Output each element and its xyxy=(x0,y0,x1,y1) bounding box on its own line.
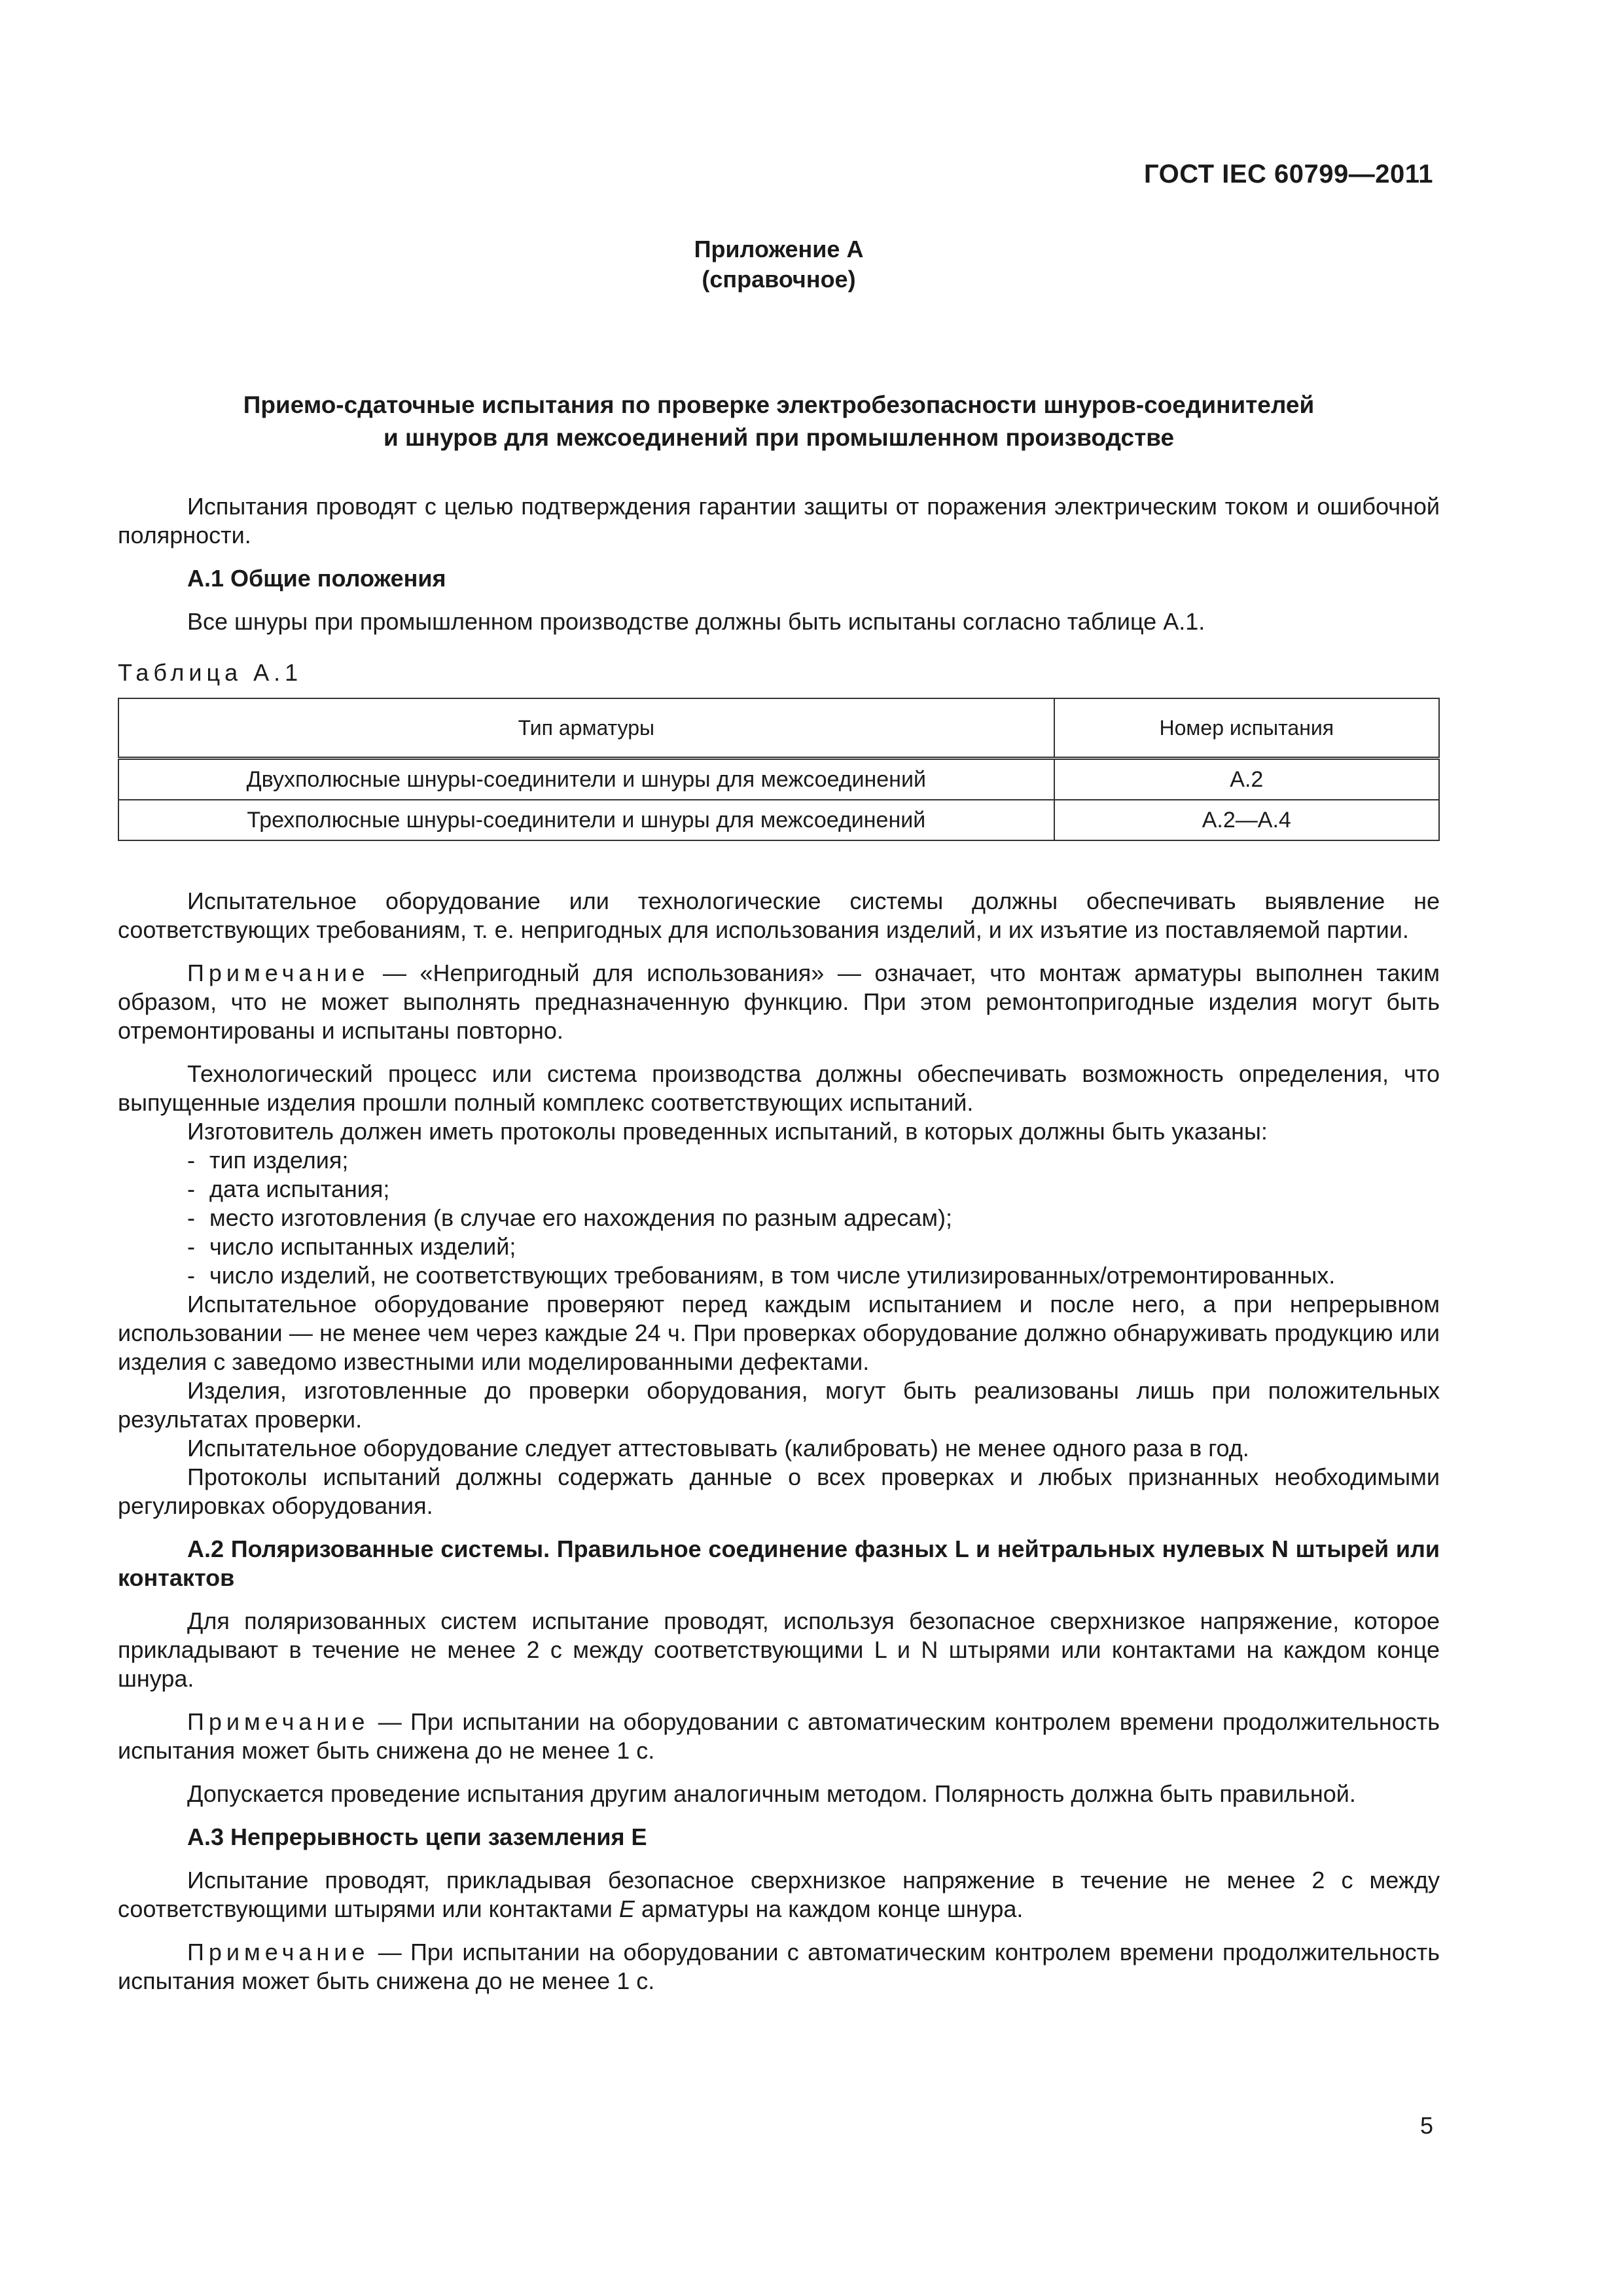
document-body xyxy=(118,492,1440,1996)
list-item-text: число испытанных изделий; xyxy=(209,1233,516,1260)
products-paragraph: Изделия, изготовленные до проверки оборудования, могут быть реализованы лишь при положительных результатах проверки. xyxy=(118,1377,1440,1433)
list-item-text: тип изделия; xyxy=(209,1147,349,1174)
page-number: 5 xyxy=(1419,2112,1433,2139)
section-a1-heading: А.1 Общие положения xyxy=(187,565,446,592)
section-a2-paragraph: Для поляризованных систем испытание проводят, используя безопасное сверхнизкое напряжение, которое прикладывают в течение не менее 2 с между соответствующими L и N штырями или контактами на каждом конце шнура. xyxy=(118,1607,1440,1692)
table-header-row xyxy=(118,698,1439,759)
main-title-line-1: Приемо-сдаточные испытания по проверке электробезопасности шнуров-соединителей xyxy=(243,391,1315,418)
list-item-text: число изделий, не соответствующих требованиям, в том числе утилизированных/отремонтированных. xyxy=(209,1262,1336,1289)
table-caption-number: А.1 xyxy=(242,659,303,686)
section-a2-note xyxy=(118,1708,1440,1765)
list-item-text: дата испытания; xyxy=(209,1175,390,1202)
section-a2-heading: А.2 Поляризованные системы. Правильное соединение фазных L и нейтральных нулевых N штырей или контактов xyxy=(118,1535,1440,1591)
equipment-check-paragraph: Испытательное оборудование проверяют перед каждым испытанием и после него, а при непрерывном использовании — не менее чем через каждые 24 ч. При проверках оборудование должно обнаруживать продукцию или изделия с заведомо известными или моделированными дефектами. xyxy=(118,1291,1440,1375)
list-dash: - xyxy=(187,1262,195,1289)
list-dash: - xyxy=(187,1175,195,1202)
table-row xyxy=(118,759,1439,800)
table-header-test-number: Номер испытания xyxy=(1054,698,1439,759)
list-dash: - xyxy=(187,1204,195,1231)
annex-title: Приложение А xyxy=(694,236,864,262)
list-dash: - xyxy=(187,1147,195,1174)
note-label: Примечание xyxy=(187,1939,370,1965)
main-title-line-2: и шнуров для межсоединений при промышленном производстве xyxy=(383,424,1175,451)
note-text: — «Непригодный для использования» — означает, что монтаж арматуры выполнен таким образом, что не может выполнять предназначенную функцию. При этом ремонтопригодные изделия могут быть отремонтированы и испытаны повторно. xyxy=(118,960,1440,1044)
process-paragraph: Технологический процесс или система производства должны обеспечивать возможность определения, что выпущенные изделия прошли полный комплекс соответствующих испытаний. xyxy=(118,1060,1440,1116)
section-a2-paragraph-2: Допускается проведение испытания другим аналогичным методом. Полярность должна быть правильной. xyxy=(187,1780,1356,1807)
table-row xyxy=(118,800,1439,840)
table-cell-type: Двухполюсные шнуры-соединители и шнуры для межсоединений xyxy=(118,759,1054,800)
table-header-type: Тип арматуры xyxy=(118,698,1054,759)
note-text: — При испытании на оборудовании с автоматическим контролем времени продолжительность испытания может быть снижена до не менее 1 с. xyxy=(118,1939,1440,1994)
table-cell-type: Трехполюсные шнуры-соединители и шнуры для межсоединений xyxy=(118,800,1054,840)
annex-heading xyxy=(0,234,1558,295)
list-item xyxy=(118,1261,1440,1290)
equipment-paragraph: Испытательное оборудование или технологические системы должны обеспечивать выявление не соответствующих требованиям, т. е. непригодных для использования изделий, и их изъятие из поставляемой партии. xyxy=(118,888,1440,943)
list-item xyxy=(118,1146,1440,1175)
protocols-intro-paragraph: Изготовитель должен иметь протоколы проведенных испытаний, в которых должны быть указаны: xyxy=(187,1118,1268,1145)
section-a3-contact-symbol: Е xyxy=(618,1895,635,1922)
main-title xyxy=(118,389,1440,454)
protocol-list xyxy=(118,1146,1440,1290)
annex-status: (справочное) xyxy=(702,266,856,293)
calibration-paragraph: Испытательное оборудование следует аттестовывать (калибровать) не менее одного раза в год. xyxy=(187,1435,1249,1462)
list-item-text: место изготовления (в случае его нахождения по разным адресам); xyxy=(209,1204,953,1231)
list-dash: - xyxy=(187,1233,195,1260)
section-a3-heading: А.3 Непрерывность цепи заземления Е xyxy=(187,1823,647,1850)
note-text: — При испытании на оборудовании с автоматическим контролем времени продолжительность испытания может быть снижена до не менее 1 с. xyxy=(118,1708,1440,1764)
list-item xyxy=(118,1175,1440,1204)
intro-paragraph: Испытания проводят с целью подтверждения гарантии защиты от поражения электрическим током и ошибочной полярности. xyxy=(118,493,1440,548)
standard-code: ГОСТ IEC 60799—2011 xyxy=(1144,160,1433,188)
table-a1 xyxy=(118,698,1440,841)
note-label: Примечание xyxy=(187,960,370,986)
section-a3-paragraph xyxy=(118,1866,1440,1924)
list-item xyxy=(118,1232,1440,1261)
note-label: Примечание xyxy=(187,1708,370,1735)
note-unusable xyxy=(118,959,1440,1045)
table-cell-test-number: А.2—А.4 xyxy=(1054,800,1439,840)
records-paragraph: Протоколы испытаний должны содержать данные о всех проверках и любых признанных необходимыми регулировках оборудования. xyxy=(118,1463,1440,1519)
section-a3-text-start: Испытание проводят, прикладывая безопасное сверхнизкое напряжение в течение не менее 2 с между соответствующими штырями или контактами xyxy=(118,1867,1440,1922)
table-caption-word: Таблица xyxy=(118,659,243,686)
table-cell-test-number: А.2 xyxy=(1054,759,1439,800)
section-a3-note xyxy=(118,1938,1440,1996)
list-item xyxy=(118,1204,1440,1232)
section-a3-text-end: арматуры на каждом конце шнура. xyxy=(634,1895,1024,1922)
section-a1-paragraph: Все шнуры при промышленном производстве должны быть испытаны согласно таблице А.1. xyxy=(187,608,1205,635)
table-caption xyxy=(118,658,1440,687)
